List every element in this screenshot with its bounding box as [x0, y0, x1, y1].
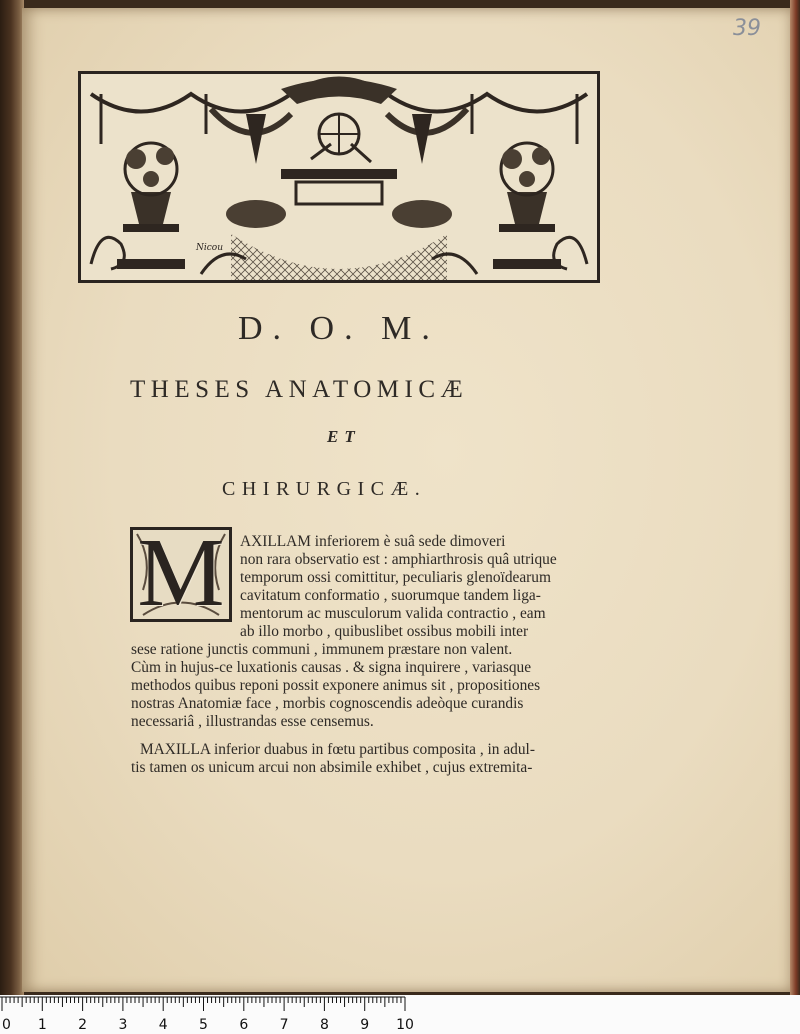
- title-et: ET: [327, 427, 361, 446]
- title-dom: D. O. M.: [238, 310, 440, 347]
- text-line: necessariâ , illustrandas esse censemus.: [131, 713, 374, 730]
- ruler-label: 4: [158, 1017, 168, 1033]
- book-binding: [0, 0, 24, 995]
- text-line: methodos quibus reponi possit exponere animus sit , propositiones: [131, 677, 541, 694]
- text-line: tis tamen os unicum arcui non absimile exhibet , cujus extremita-: [131, 759, 533, 776]
- page-edge: [790, 0, 800, 995]
- ruler-label: 9: [360, 1017, 370, 1033]
- ornamental-drop-cap: [130, 527, 232, 622]
- title-chirurgicae: CHIRURGICÆ.: [222, 478, 427, 500]
- ruler-label: 2: [78, 1017, 88, 1033]
- headpiece-engraving: [81, 74, 597, 280]
- ruler-label: 10: [396, 1017, 414, 1033]
- text-line: AXILLAM inferiorem è suâ sede dimoveri: [240, 533, 506, 550]
- measurement-ruler: [0, 995, 800, 1034]
- text-line: mentorum ac musculorum valida contractio , eam: [240, 605, 546, 622]
- ruler-label: 3: [118, 1017, 128, 1033]
- ruler-label: 0: [2, 1017, 11, 1033]
- text-line: nostras Anatomiæ face , morbis cognoscendis adeòque curandis: [131, 695, 524, 712]
- drop-cap-letter: M: [137, 527, 225, 622]
- text-line: sese ratione junctis communi , immunem præstare non valent.: [131, 641, 513, 658]
- text-line: cavitatum conformatio , suorumque tandem liga-: [240, 587, 541, 604]
- text-line: Cùm in hujus-ce luxationis causas . & signa inquirere , variasque: [131, 659, 532, 676]
- text-line: ab illo morbo , quibuslibet ossibus mobili inter: [240, 623, 529, 640]
- text-line: temporum ossi comittitur, peculiaris glenoïdearum: [240, 569, 551, 586]
- title-theses: THESES ANATOMICÆ: [130, 376, 469, 403]
- text-line: MAXILLA inferior duabus in fœtu partibus composita , in adul-: [140, 741, 535, 758]
- ruler-scale: [0, 995, 800, 1034]
- ruler-label: 8: [319, 1017, 329, 1033]
- engraver-signature: Nicou: [196, 243, 224, 253]
- text-line: non rara observatio est : amphiarthrosis quâ utrique: [240, 551, 557, 568]
- ruler-label: 1: [37, 1017, 47, 1033]
- ruler-label: 7: [279, 1017, 289, 1033]
- ruler-label: 6: [239, 1017, 249, 1033]
- ruler-label: 5: [199, 1017, 208, 1033]
- page-number: 39: [733, 16, 761, 41]
- decorative-headpiece: [78, 71, 600, 283]
